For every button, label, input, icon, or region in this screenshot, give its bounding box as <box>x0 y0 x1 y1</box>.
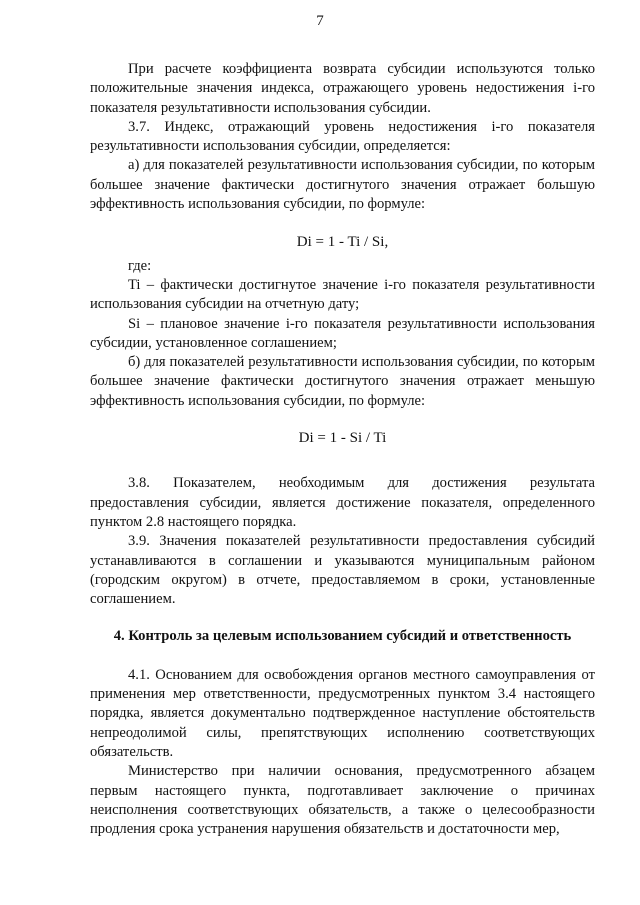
definition-si: Si – плановое значение i-го показателя результативности использования субсидии, установленное соглашением; <box>90 315 595 351</box>
formula-di-2: Di = 1 - Si / Ti <box>298 430 387 447</box>
section-4-heading: 4. Контроль за целевым использованием субсидий и ответственность <box>113 628 572 645</box>
paragraph-3-8: 3.8. Показателем, необходимым для достижения результата предоставления субсидии, является достижение показателя, определенного пунктом 2.8 настоящего порядка. <box>90 475 595 530</box>
paragraph-4-1: 4.1. Основанием для освобождения органов местного самоуправления от применения мер ответственности, предусмотренных пунктом 3.4 настоящего порядка, является документально подтвержденное наступление обстоятельств непреодолимой силы, препятствующих исполнению соответствующих обязательств. <box>90 666 595 760</box>
paragraph-3-7: 3.7. Индекс, отражающий уровень недостижения i-го показателя результативности использования субсидии, определяется: <box>90 118 595 155</box>
paragraph-3-7-b: б) для показателей результативности использования субсидии, по которым большее значение фактически достигнутого значения отражает меньшую эффективность использования субсидии, по формуле: <box>90 354 595 409</box>
paragraph-3-9: 3.9. Значения показателей результативности предоставления субсидий устанавливаются в соглашении и указываются муниципальным районом (городским округом) в отчете, предоставляемом в сроки, установленные соглашением. <box>90 533 595 608</box>
where-label: где: <box>128 257 152 274</box>
paragraph-ministry: Министерство при наличии основания, предусмотренного абзацем первым настоящего пункта, подготавливает заключение о причинах неисполнения соответствующих обязательств, а также о целесообразности продления срока устранения нарушения обязательств и достаточности мер, <box>90 763 595 838</box>
page-number: 7 <box>316 13 324 29</box>
paragraph-return-coefficient: При расчете коэффициента возврата субсидии используются только положительные значения индекса, отражающего уровень недостижения i-го показателя результативности использования субсидии. <box>90 61 595 116</box>
document-body <box>90 60 595 839</box>
paragraph-3-7-a: а) для показателей результативности использования субсидии, по которым большее значение фактически достигнутого значения отражает большую эффективность использования субсидии, по формуле: <box>90 157 595 213</box>
formula-di-1: Di = 1 - Ti / Si, <box>296 234 389 251</box>
definition-ti: Ti – фактически достигнутое значение i-го показателя результативности использования субсидии на отчетную дату; <box>90 276 595 313</box>
